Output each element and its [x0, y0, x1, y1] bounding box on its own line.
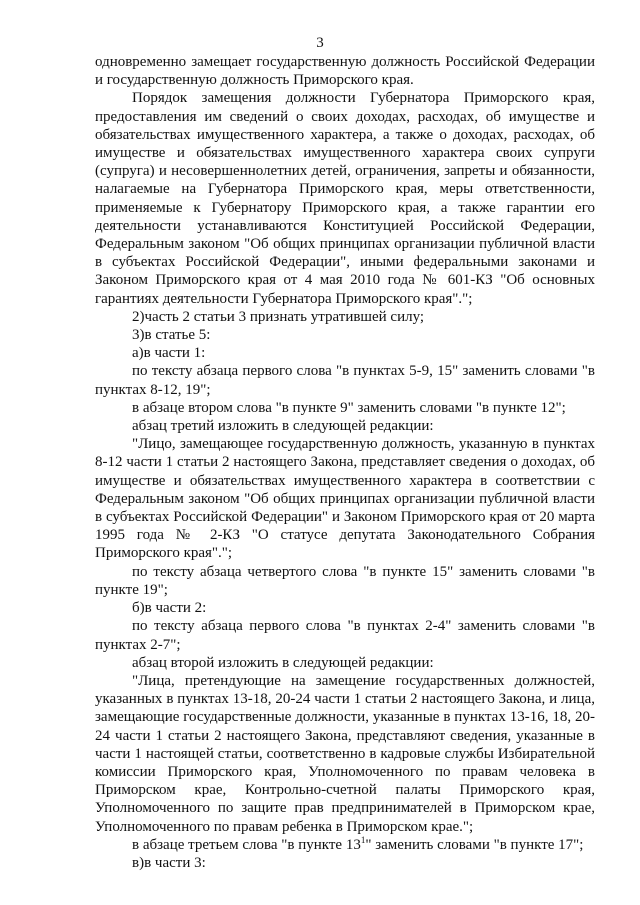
text-run: в абзаце третьем слова "в пункте 13 — [132, 836, 361, 853]
paragraph: Порядок замещения должности Губернатора Приморского края, предоставления им сведений о своих доходах, расходах, об имуществе и обязательствах имущественного характера, а также о доходах, расходах, об имуществе и обязательствах имущественного характера своих супруги (супруга) и несовершеннолетних детей, ограничения, запреты и обязанности, налагаемые на Губернатора Приморского края, меры ответственности, применяемые к Губернатору Приморского края, а также гарантии его деятельности устанавливаются Конституцией Российской Федерации, Федеральным законом "Об общих принципах организации публичной власти в субъектах Российской Федерации", иными федеральными законами и Законом Приморского края от 4 мая 2010 года № 601-КЗ "Об основных гарантиях деятельности Губернатора Приморского края"."; — [95, 90, 595, 307]
paragraph: 2)часть 2 статьи 3 признать утратившей силу; — [132, 308, 425, 325]
paragraph: в)в части 3: — [132, 854, 206, 871]
paragraph: одновременно замещает государственную должность Российской Федерации и государственную должность Приморского края. — [95, 54, 595, 89]
paragraph: 3)в статье 5: — [132, 327, 211, 344]
paragraph: б)в части 2: — [132, 600, 207, 617]
paragraph: по тексту абзаца первого слова "в пунктах 2-4" заменить словами "в пунктах 2-7"; — [95, 618, 595, 653]
paragraph: "Лица, претендующие на замещение государственных должностей, указанных в пунктах 13-18, 20-24 части 1 статьи 2 настоящего Закона, и лица, замещающие государственные должности, указанные в пунктах 13-16, 18, 20-24 части 1 статьи 2 настоящего Закона, представляют сведения, указанные в части 1 настоящей статьи, соответственно в кадровые службы Избирательной комиссии Приморского края, Уполномоченного по правам человека в Приморском крае, Контрольно-счетной палаты Приморского края, Уполномоченного по защите прав предпринимателей в Приморском крае, Уполномоченного по правам ребенка в Приморском крае."; — [95, 672, 595, 835]
superscript: 1 — [360, 834, 366, 845]
paragraph: по тексту абзаца четвертого слова "в пункте 15" заменить словами "в пункте 19"; — [95, 563, 595, 598]
paragraph: по тексту абзаца первого слова "в пунктах 5-9, 15" заменить словами "в пунктах 8-12, 19"; — [95, 363, 595, 398]
page-number: 3 — [316, 35, 324, 51]
document-body — [95, 53, 595, 872]
paragraph: абзац второй изложить в следующей редакции: — [132, 654, 434, 671]
paragraph: а)в части 1: — [132, 345, 206, 362]
paragraph-with-superscript — [95, 836, 595, 854]
paragraph: "Лицо, замещающее государственную должность, указанную в пунктах 8-12 части 1 статьи 2 настоящего Закона, представляет сведения о доходах, об имуществе и обязательствах имущественного характера в соответствии с Федеральным законом "Об общих принципах организации публичной власти в субъектах Российской Федерации" и Законом Приморского края от 20 марта 1995 года № 2-КЗ "О статусе депутата Законодательного Собрания Приморского края"."; — [95, 436, 595, 562]
paragraph: в абзаце втором слова "в пункте 9" заменить словами "в пункте 12"; — [132, 399, 566, 416]
paragraph: абзац третий изложить в следующей редакции: — [132, 418, 434, 435]
text-run: " заменить словами "в пункте 17"; — [365, 836, 584, 853]
